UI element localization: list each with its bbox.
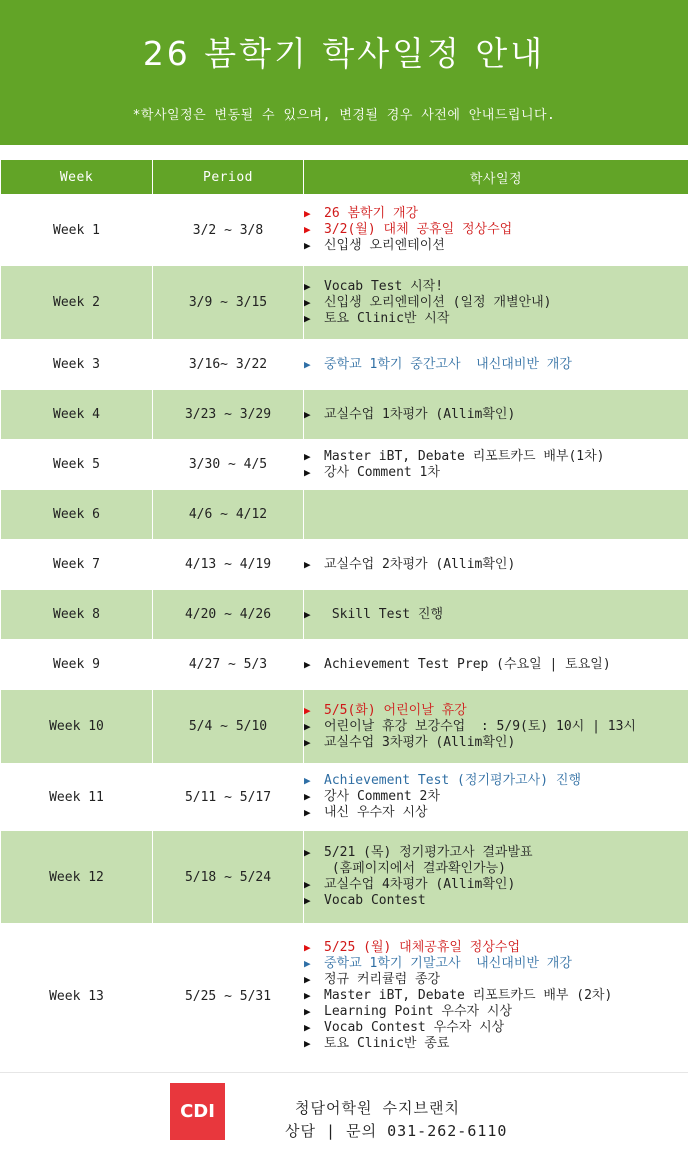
event-item [304, 940, 688, 956]
play-triangle-icon: ▶ [304, 845, 324, 861]
week-cell: Week 2 [1, 266, 153, 340]
events-cell [304, 640, 688, 690]
event-text: Vocab Contest [324, 893, 426, 909]
play-triangle-icon: ▶ [304, 1004, 324, 1020]
table-row [1, 266, 688, 340]
table-row [1, 690, 688, 764]
play-triangle-icon: ▶ [304, 279, 324, 295]
footer [0, 1072, 688, 1159]
event-item [304, 805, 688, 821]
events-cell [304, 195, 688, 266]
event-item [304, 279, 688, 295]
event-text: Skill Test 진행 [324, 607, 443, 623]
event-text: 신입생 오리엔테이션 [324, 238, 445, 254]
period-cell: 4/27 ~ 5/3 [153, 640, 304, 690]
events-cell [304, 440, 688, 490]
event-text: 교실수업 3차평가 (Allim확인) [324, 735, 515, 751]
table-row [1, 390, 688, 440]
event-item [304, 773, 688, 789]
play-triangle-icon: ▶ [304, 988, 324, 1004]
event-text: Achievement Test (정기평가고사) 진행 [324, 773, 581, 789]
logo-text: CDI [180, 1101, 215, 1122]
week-cell: Week 5 [1, 440, 153, 490]
play-triangle-icon: ▶ [304, 607, 324, 623]
week-cell: Week 1 [1, 195, 153, 266]
event-text: 정규 커리큘럼 종강 [324, 972, 440, 988]
event-text: Vocab Test 시작! [324, 279, 443, 295]
event-item [304, 703, 688, 719]
play-triangle-icon: ▶ [304, 719, 324, 735]
table-row [1, 340, 688, 390]
period-cell: 5/11 ~ 5/17 [153, 764, 304, 831]
event-text: 어린이날 휴강 보강수업 : 5/9(토) 10시 | 13시 [324, 719, 636, 735]
events-cell [304, 340, 688, 390]
event-text: Achievement Test Prep (수요일 | 토요일) [324, 657, 611, 673]
event-item [304, 956, 688, 972]
branch-name: 청담어학원 수지브랜치 [295, 1097, 460, 1118]
column-header-week: Week [1, 160, 153, 195]
event-text: 신입생 오리엔테이션 (일정 개별안내) [324, 295, 552, 311]
event-item [304, 295, 688, 311]
event-text: Master iBT, Debate 리포트카드 배부 (2차) [324, 988, 612, 1004]
event-text: (홈페이지에서 결과확인가능) [324, 861, 506, 877]
play-triangle-icon: ▶ [304, 773, 324, 789]
event-text: 내신 우수자 시상 [324, 805, 428, 821]
events-cell [304, 390, 688, 440]
week-cell: Week 9 [1, 640, 153, 690]
period-cell: 3/2 ~ 3/8 [153, 195, 304, 266]
period-cell: 3/16~ 3/22 [153, 340, 304, 390]
event-item [304, 222, 688, 238]
period-cell: 4/20 ~ 4/26 [153, 590, 304, 640]
play-triangle-icon: ▶ [304, 805, 324, 821]
event-item [304, 1004, 688, 1020]
table-row [1, 490, 688, 540]
period-cell: 5/4 ~ 5/10 [153, 690, 304, 764]
schedule-table [0, 159, 688, 1069]
week-cell: Week 12 [1, 831, 153, 924]
event-item [304, 465, 688, 481]
play-triangle-icon: ▶ [304, 940, 324, 956]
play-triangle-icon: ▶ [304, 1020, 324, 1036]
period-cell: 3/9 ~ 3/15 [153, 266, 304, 340]
event-item [304, 1020, 688, 1036]
event-text: 강사 Comment 2차 [324, 789, 440, 805]
event-text: 교실수업 4차평가 (Allim확인) [324, 877, 515, 893]
header-banner [0, 0, 688, 145]
play-triangle-icon: ▶ [304, 972, 324, 988]
table-row [1, 195, 688, 266]
table-row [1, 924, 688, 1069]
event-item [304, 735, 688, 751]
period-cell: 3/30 ~ 4/5 [153, 440, 304, 490]
events-cell [304, 764, 688, 831]
table-header-row [1, 160, 688, 195]
events-cell [304, 540, 688, 590]
page-title: 26 봄학기 학사일정 안내 [0, 28, 688, 75]
event-item [304, 607, 688, 623]
week-cell: Week 3 [1, 340, 153, 390]
event-item [304, 311, 688, 327]
event-text: 토요 Clinic반 종료 [324, 1036, 449, 1052]
event-text: 5/25 (월) 대체공휴일 정상수업 [324, 940, 520, 956]
week-cell: Week 8 [1, 590, 153, 640]
event-text: 중학교 1학기 중간고사 내신대비반 개강 [324, 357, 572, 373]
week-cell: Week 13 [1, 924, 153, 1069]
week-cell: Week 6 [1, 490, 153, 540]
events-cell [304, 590, 688, 640]
events-cell [304, 266, 688, 340]
play-triangle-icon: ▶ [304, 1036, 324, 1052]
play-triangle-icon: ▶ [304, 206, 324, 222]
event-text: Master iBT, Debate 리포트카드 배부(1차) [324, 449, 604, 465]
event-text: 26 봄학기 개강 [324, 206, 418, 222]
play-triangle-icon: ▶ [304, 295, 324, 311]
week-cell: Week 11 [1, 764, 153, 831]
event-item [304, 877, 688, 893]
event-item [304, 449, 688, 465]
event-item [304, 845, 688, 861]
event-text: 3/2(월) 대체 공휴일 정상수업 [324, 222, 512, 238]
cdi-logo [170, 1083, 225, 1140]
event-item [304, 719, 688, 735]
play-triangle-icon: ▶ [304, 703, 324, 719]
play-triangle-icon: ▶ [304, 735, 324, 751]
play-triangle-icon: ▶ [304, 222, 324, 238]
play-triangle-icon: ▶ [304, 465, 324, 481]
play-triangle-icon: ▶ [304, 789, 324, 805]
play-triangle-icon: ▶ [304, 449, 324, 465]
events-cell [304, 831, 688, 924]
play-triangle-icon: ▶ [304, 311, 324, 327]
event-item [304, 789, 688, 805]
event-item [304, 972, 688, 988]
event-text: Learning Point 우수자 시상 [324, 1004, 512, 1020]
table-row [1, 590, 688, 640]
event-text: 강사 Comment 1차 [324, 465, 440, 481]
event-text: 5/5(화) 어린이날 휴강 [324, 703, 467, 719]
events-cell [304, 490, 688, 540]
play-triangle-icon: ▶ [304, 956, 324, 972]
play-triangle-icon: ▶ [304, 557, 324, 573]
column-header-period: Period [153, 160, 304, 195]
week-cell: Week 10 [1, 690, 153, 764]
column-header-schedule: 학사일정 [304, 160, 688, 195]
table-row [1, 831, 688, 924]
contact-info: 상담 | 문의 031-262-6110 [285, 1120, 507, 1141]
period-cell: 4/13 ~ 4/19 [153, 540, 304, 590]
table-row [1, 640, 688, 690]
event-item [304, 238, 688, 254]
event-item [304, 893, 688, 909]
page-subtitle: *학사일정은 변동될 수 있으며, 변경될 경우 사전에 안내드립니다. [0, 104, 688, 123]
event-item [304, 557, 688, 573]
event-item [304, 1036, 688, 1052]
event-text: 교실수업 1차평가 (Allim확인) [324, 407, 515, 423]
event-item [304, 407, 688, 423]
event-item [304, 861, 688, 877]
play-triangle-icon: ▶ [304, 877, 324, 893]
period-cell: 3/23 ~ 3/29 [153, 390, 304, 440]
period-cell: 5/18 ~ 5/24 [153, 831, 304, 924]
play-triangle-icon: ▶ [304, 407, 324, 423]
event-item [304, 988, 688, 1004]
play-triangle-icon: ▶ [304, 657, 324, 673]
period-cell: 5/25 ~ 5/31 [153, 924, 304, 1069]
event-text: 토요 Clinic반 시작 [324, 311, 449, 327]
table-row [1, 764, 688, 831]
week-cell: Week 4 [1, 390, 153, 440]
event-text: 교실수업 2차평가 (Allim확인) [324, 557, 515, 573]
events-cell [304, 924, 688, 1069]
events-cell [304, 690, 688, 764]
table-row [1, 540, 688, 590]
play-triangle-icon: ▶ [304, 893, 324, 909]
event-text: 중학교 1학기 기말고사 내신대비반 개강 [324, 956, 572, 972]
play-triangle-icon: ▶ [304, 238, 324, 254]
period-cell: 4/6 ~ 4/12 [153, 490, 304, 540]
week-cell: Week 7 [1, 540, 153, 590]
event-text: 5/21 (목) 정기평가고사 결과발표 [324, 845, 533, 861]
table-row [1, 440, 688, 490]
event-text: Vocab Contest 우수자 시상 [324, 1020, 504, 1036]
event-item [304, 206, 688, 222]
event-item [304, 657, 688, 673]
play-triangle-icon: ▶ [304, 357, 324, 373]
event-item [304, 357, 688, 373]
